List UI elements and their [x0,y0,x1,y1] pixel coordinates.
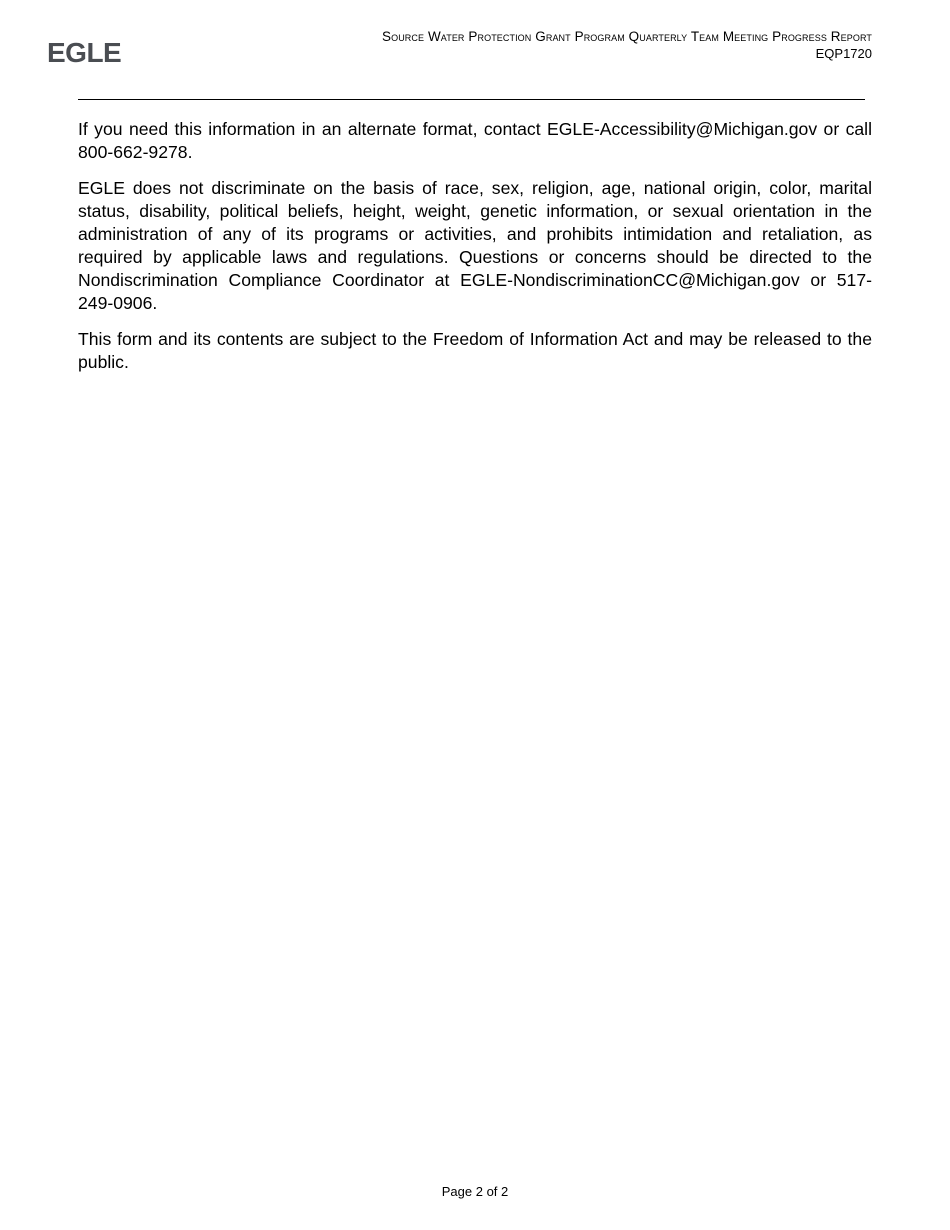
accessibility-paragraph: If you need this information in an alternate format, contact EGLE-Accessibility@Michigan.gov or call 800-662-9278. [78,119,872,162]
egle-logo [47,38,127,68]
page-header [382,28,872,62]
egle-logo-text: EGLE [47,37,122,68]
document-body [78,118,872,387]
report-title: Source Water Protection Grant Program Quarterly Team Meeting Progress Report [382,29,872,44]
form-id: EQP1720 [815,46,872,61]
header-divider [78,99,865,100]
nondiscrimination-paragraph: EGLE does not discriminate on the basis of race, sex, religion, age, national origin, color, marital status, disability, political beliefs, height, weight, genetic information, or sexual orientation in the administration of any of its programs or activities, and prohibits intimidation and retaliation, as required by applicable laws and regulations. Questions or concerns should be directed to the Nondiscrimination Compliance Coordinator at EGLE-NondiscriminationCC@Michigan.gov or 517-249-0906. [78,178,872,313]
foia-paragraph: This form and its contents are subject to the Freedom of Information Act and may be released to the public. [78,329,872,372]
page-number: Page 2 of 2 [441,1184,509,1199]
